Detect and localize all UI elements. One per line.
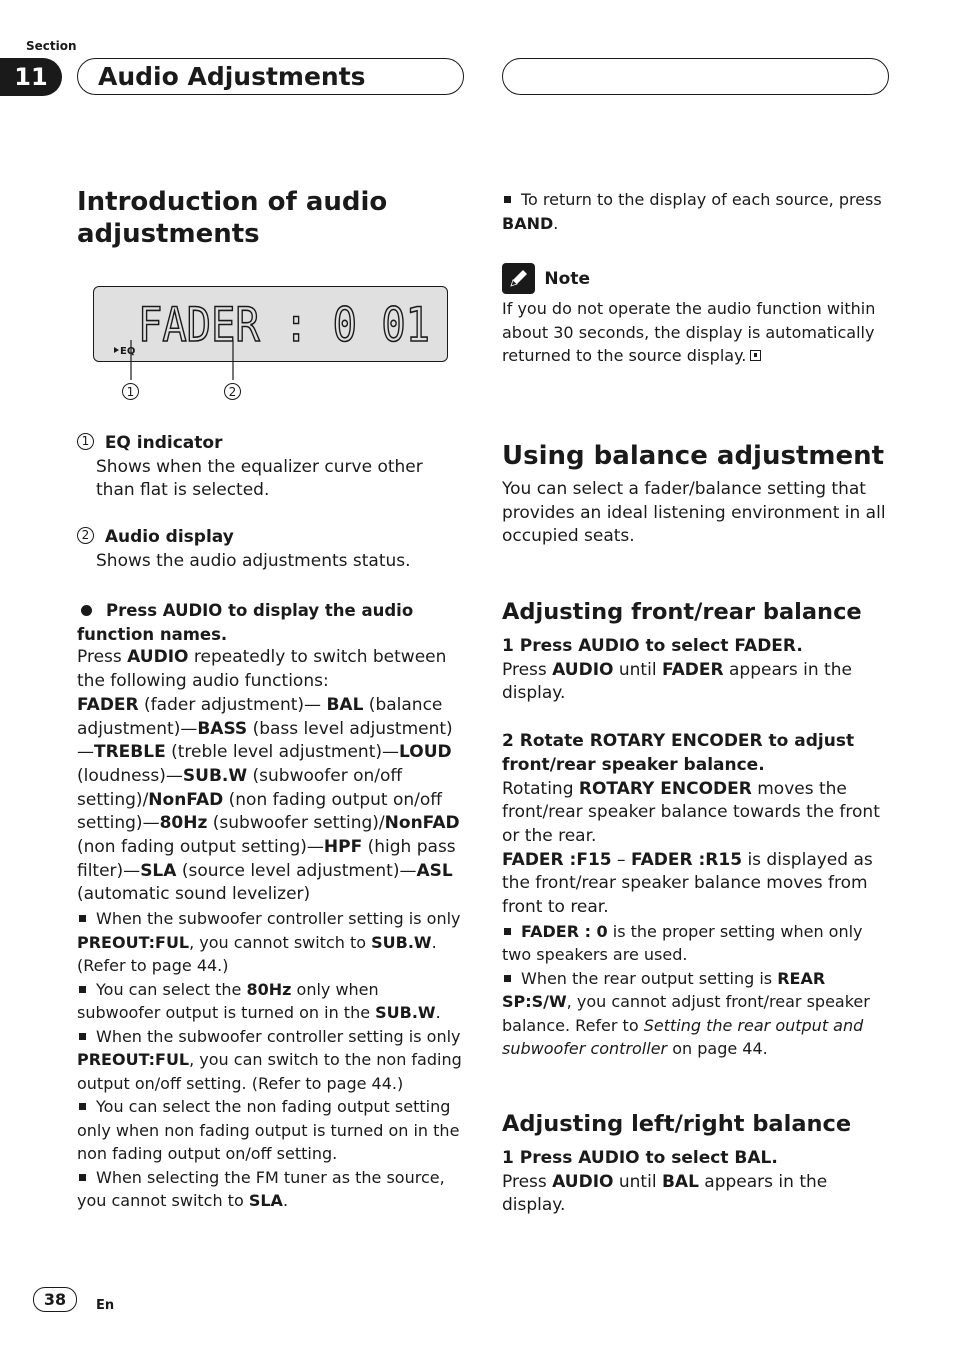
square-bullet-icon <box>79 915 86 922</box>
section-number-badge: 11 <box>0 58 62 96</box>
front-rear-heading: Adjusting front/rear balance <box>502 599 862 625</box>
note-subwoofer-preout: When the subwoofer controller setting is only PREOUT:FUL, you cannot switch to SUB.W. (Refer to page 44.) <box>77 909 461 976</box>
chapter-title: Audio Adjustments <box>77 58 464 95</box>
square-bullet-icon <box>504 928 511 935</box>
function-list: FADER (fader adjustment)— BAL (balance adjustment)—BASS (bass level adjustment) —TREBLE (treble level adjustment)—LOUD (loudness)—SUB.W (subwoofer on/off setting)/NonFAD (non fading output on/off setting)—80Hz (subwoofer setting)/NonFAD (non fading output setting)—HPF (high pass filter)—SLA (source level adjustment)—ASL (automatic sound levelizer) <box>77 694 460 905</box>
intro-heading: Introduction of audio adjustments <box>77 187 388 249</box>
note-text: If you do not operate the audio function within about 30 seconds, the display is automatically returned to the source display. <box>502 299 876 365</box>
legend-item-1: 1 EQ indicator <box>77 432 465 456</box>
fr-step1-body: Press AUDIO until FADER appears in the display. <box>502 659 852 704</box>
header-empty-pill <box>502 58 889 95</box>
balance-heading: Using balance adjustment <box>502 441 885 471</box>
lr-step1-body: Press AUDIO until BAL appears in the display. <box>502 1171 828 1216</box>
square-bullet-icon <box>79 1103 86 1110</box>
callout-lines <box>93 340 293 410</box>
left-right-section <box>502 1110 890 1218</box>
page-number: 38 <box>33 1287 77 1312</box>
fr-step1-title: 1 Press AUDIO to select FADER. <box>502 636 803 656</box>
legend-item-2: 2 Audio display <box>77 526 465 550</box>
note-80hz: You can select the 80Hz only when subwoofer output is turned on in the SUB.W. <box>77 979 441 1023</box>
note-block <box>502 263 890 368</box>
square-bullet-icon <box>504 196 511 203</box>
legend-list <box>77 432 465 574</box>
note-fm-tuner: When selecting the FM tuner as the source, you cannot switch to SLA. <box>77 1167 445 1211</box>
note-header: Note <box>502 263 890 294</box>
section-label: Section <box>26 39 77 53</box>
language-label: En <box>96 1298 115 1313</box>
fr-step2-title: 2 Rotate ROTARY ENCODER to adjust front/rear speaker balance. <box>502 731 855 775</box>
audio-functions-step <box>77 599 465 1213</box>
square-bullet-icon <box>79 1174 86 1181</box>
bullet-icon <box>81 605 92 616</box>
front-rear-section <box>502 598 890 1061</box>
lcd-eq-label: EQ <box>120 346 136 357</box>
callout-number-1: 1 <box>122 383 139 400</box>
lcd-segment-text: FADER : 0 01 <box>138 298 430 353</box>
note-nonfading-switch: When the subwoofer controller setting is only PREOUT:FUL, you can switch to the non fading output on/off setting. (Refer to page 44.) <box>77 1026 462 1093</box>
square-bullet-icon <box>79 986 86 993</box>
lr-step1-title: 1 Press AUDIO to select BAL. <box>502 1148 778 1168</box>
left-right-heading: Adjusting left/right balance <box>502 1111 852 1137</box>
square-bullet-icon <box>79 1033 86 1040</box>
step-body: Press AUDIO repeatedly to switch between the following audio functions: <box>77 647 447 692</box>
callout-number-2: 2 <box>224 383 241 400</box>
fr-note-1: FADER : 0 is the proper setting when only two speakers are used. <box>502 921 863 965</box>
balance-section <box>502 440 890 549</box>
return-note: To return to the display of each source, press BAND. <box>502 190 882 233</box>
legend-item-1-desc: Shows when the equalizer curve other than flat is selected. <box>96 456 423 501</box>
fr-note-2: When the rear output setting is REAR SP:S/W, you cannot adjust front/rear speaker balance. Refer to Setting the rear output and subwoofer controller on page 44. <box>502 968 870 1059</box>
note-nonfading-output: You can select the non fading output setting only when non fading output is turned on in the non fading output on/off setting. <box>77 1097 460 1164</box>
step-title: Press AUDIO to display the audio function names. <box>77 601 414 644</box>
square-bullet-icon <box>504 975 511 982</box>
fr-step2-body: Rotating ROTARY ENCODER moves the front/rear speaker balance towards the front or the rear. <box>502 778 880 846</box>
pencil-note-icon <box>502 263 535 294</box>
legend-item-2-desc: Shows the audio adjustments status. <box>96 550 411 571</box>
end-mark-icon <box>750 350 761 361</box>
fr-range: FADER :F15 – FADER :R15 is displayed as the front/rear speaker balance moves from front to rear. <box>502 849 873 918</box>
balance-intro: You can select a fader/balance setting that provides an ideal listening environment in all occupied seats. <box>502 479 886 547</box>
